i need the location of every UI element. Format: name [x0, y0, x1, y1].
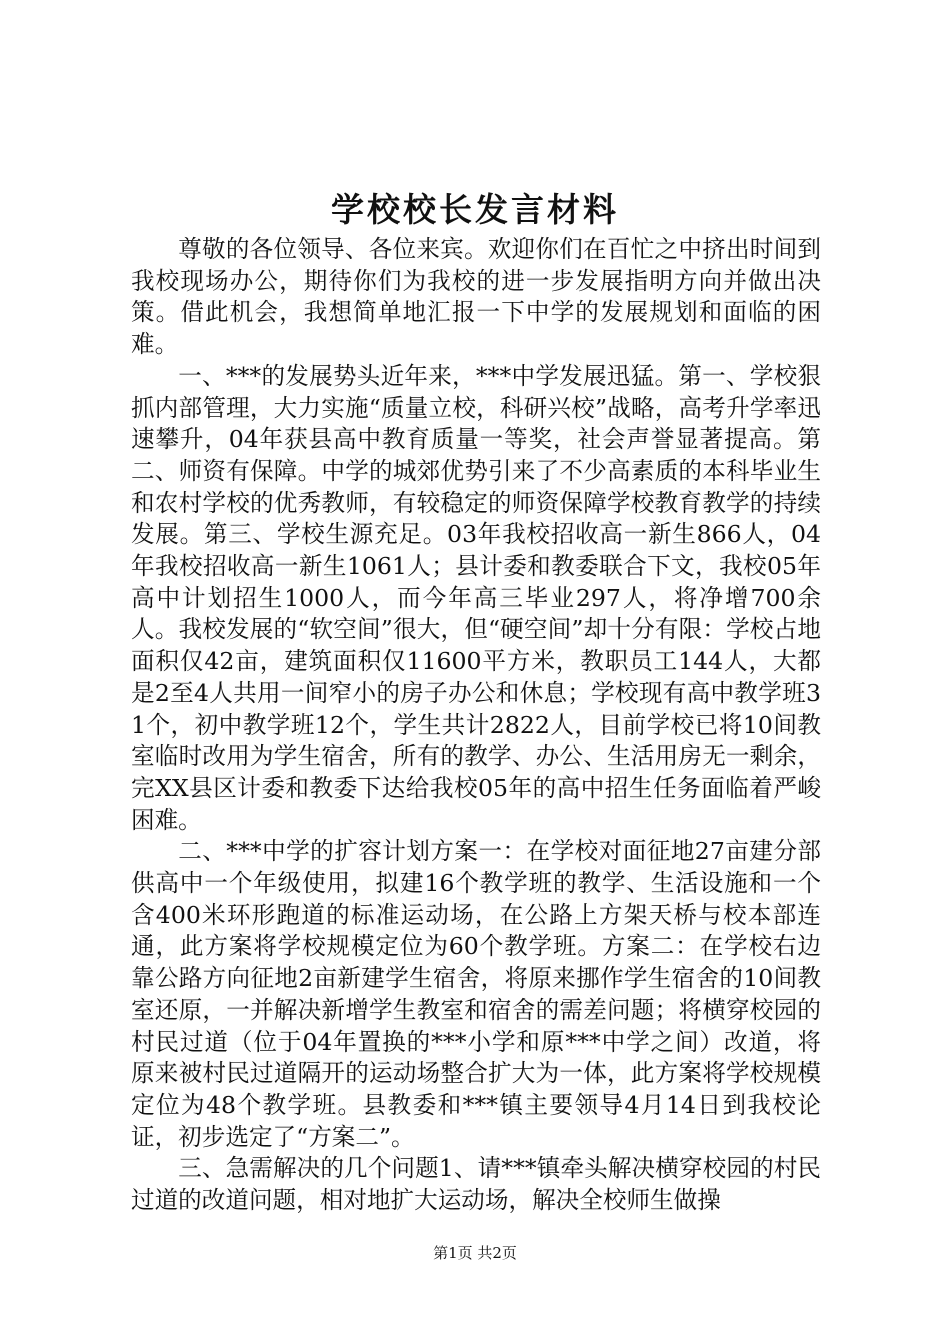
document-body — [131, 234, 821, 1217]
paragraph-greeting: 尊敬的各位领导、各位来宾。欢迎你们在百忙之中挤出时间到我校现场办公，期待你们为我校的进一步发展指明方向并做出决策。借此机会，我想简单地汇报一下中学的发展规划和面临的困难。 — [131, 235, 821, 359]
page-footer: 第1页 共2页 — [433, 1244, 517, 1262]
paragraph-urgent-issues: 三、急需解决的几个问题1、请***镇牵头解决横穿校园的村民过道的改道问题，相对地扩大运动场，解决全校师生做操 — [131, 1154, 821, 1215]
paragraph-expansion-plan: 二、***中学的扩容计划方案一：在学校对面征地27亩建分部供高中一个年级使用，拟建16个教学班的教学、生活设施和一个含400米环形跑道的标准运动场，在公路上方架天桥与校本部连通，此方案将学校规模定位为60个教学班。方案二：在学校右边靠公路方向征地2亩新建学生宿舍，将原来挪作学生宿舍的10间教室还原，一并解决新增学生教室和宿舍的需差问题；将横穿校园的村民过道（位于04年置换的***小学和原***中学之间）改道，将原来被村民过道隔开的运动场整合扩大为一体，此方案将学校规模定位为48个教学班。县教委和***镇主要领导4月14日到我校论证，初步选定了“方案二”。 — [131, 837, 821, 1151]
paragraph-development: 一、***的发展势头近年来，***中学发展迅猛。第一、学校狠抓内部管理，大力实施“质量立校，科研兴校”战略，高考升学率迅速攀升，04年获县高中教育质量一等奖，社会声誉显著提高。第二、师资有保障。中学的城郊优势引来了不少高素质的本科毕业生和农村学校的优秀教师，有较稳定的师资保障学校教育教学的持续发展。第三、学校生源充足。03年我校招收高一新生866人，04年我校招收高一新生1061人；县计委和教委联合下文，我校05年高中计划招生1000人，而今年高三毕业297人，将净增700余人。我校发展的“软空间”很大，但“硬空间”却十分有限：学校占地面积仅42亩，建筑面积仅11600平方米，教职员工144人，大都是2至4人共用一间窄小的房子办公和休息；学校现有高中教学班31个，初中教学班12个，学生共计2822人，目前学校已将10间教室临时改用为学生宿舍，所有的教学、办公、生活用房无一剩余，完XX县区计委和教委下达给我校05年的高中招生任务面临着严峻困难。 — [131, 361, 821, 834]
document-title: 学校校长发言材料 — [331, 190, 619, 229]
